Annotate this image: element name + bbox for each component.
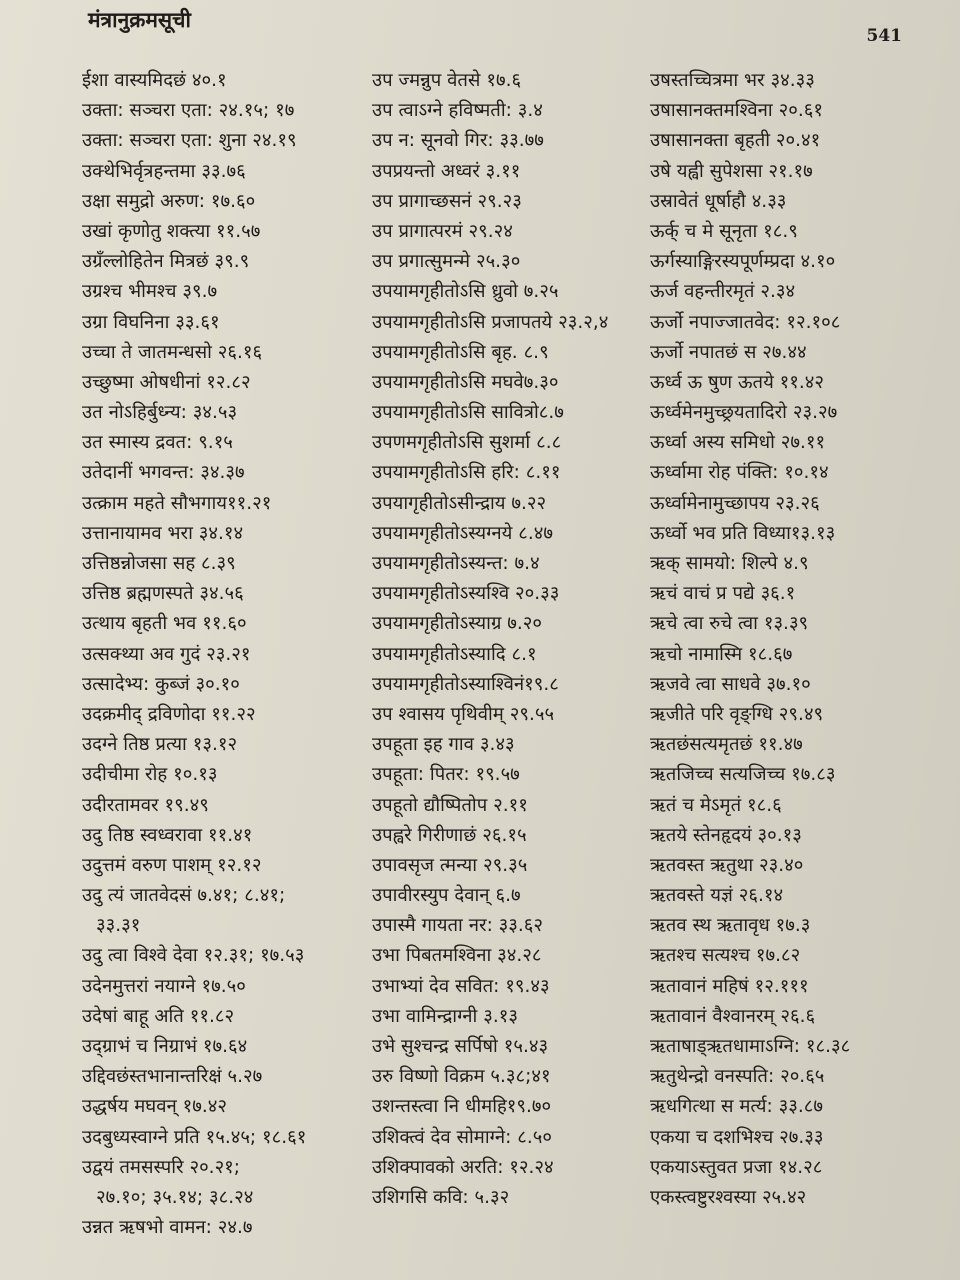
index-entry: ऊर्ध्वमेनमुच्छ्रयतादिरो २३.२७: [650, 402, 838, 424]
index-entry: ३३.३१: [96, 915, 141, 937]
index-entry: ऊर्ज वहन्तीरमृतं २.३४: [650, 281, 796, 303]
index-entry: उत्सादेभ्य: कुब्जं ३०.१०: [82, 673, 240, 695]
index-entry: ऋधगित्था स मर्त्य: ३३.८७: [650, 1096, 823, 1118]
index-entry: उपयामगृहीतोऽसि हरि: ८.११: [372, 462, 561, 484]
index-entry: उषे यह्वी सुपेशसा २१.१७: [650, 160, 813, 182]
index-entry: उदेषां बाहू अति ११.८२: [82, 1005, 235, 1027]
index-entry: उपहूता: पितर: १९.५७: [372, 764, 520, 786]
index-entry: उदु त्यं जातवेदसं ७.४१; ८.४१;: [82, 885, 286, 907]
index-entry: उत्क्राम महते सौभगाय११.२१: [82, 492, 272, 514]
index-entry: एकया च दशभिश्च २७.३३: [650, 1126, 824, 1148]
index-entry: उखां कृणोतु शक्त्या ११.५७: [82, 220, 261, 242]
index-entry: उपयामगृहीतोऽस्याग्र ७.२०: [372, 613, 543, 635]
index-entry: उशन्तस्त्वा नि धीमहि१९.७०: [372, 1096, 552, 1118]
index-entry: उप प्रगात्सुमन्मे २५.३०: [372, 251, 521, 273]
index-entry: उत्तिष्ठ ब्रह्मणस्पते ३४.५६: [82, 583, 244, 605]
index-entry: उशिक्पावको अरति: १२.२४: [372, 1156, 554, 1178]
index-entry: ऋजीते परि वृङ्ग्धि २९.४९: [650, 703, 824, 725]
index-entry: उषस्तच्चित्रमा भर ३४.३३: [650, 70, 815, 91]
index-entry: ऋतावानं वैश्वानरम् २६.६: [650, 1005, 816, 1027]
index-entry: उत्थाय बृहती भव ११.६०: [82, 613, 247, 635]
index-entry: उपणमगृहीतोऽसि सुशर्मा ८.८: [372, 432, 562, 454]
index-entry: ऋतजिच्च सत्यजिच्च १७.८३: [650, 764, 836, 786]
index-entry: ऊर्क् च मे सूनृता १८.९: [650, 220, 798, 242]
index-entry: उन्नत ऋषभो वामन: २४.७: [82, 1217, 253, 1239]
index-entry: ऊर्जो नपातछं स २७.४४: [650, 341, 807, 363]
index-entry: ऊर्ध्व ऊ षुण ऊतये ११.४२: [650, 371, 825, 393]
index-entry: उप प्रागात्परमं २९.२४: [372, 220, 513, 242]
index-entry: ऊर्जो नपाज्जातवेद: १२.१०८: [650, 311, 841, 333]
index-entry: ऋचं वाचं प्र पद्ये ३६.१: [650, 583, 796, 605]
page-number: 541: [866, 26, 902, 46]
index-entry: उच्चा ते जातमन्धसो २६.१६: [82, 341, 263, 363]
index-entry: उदु तिष्ठ स्वध्वरावा ११.४१: [82, 824, 253, 846]
index-entry: उप प्रागाच्छसनं २९.२३: [372, 190, 522, 212]
index-entry: ऋतवस्त ऋतुथा २३.४०: [650, 854, 804, 876]
index-entry: उरु विष्णो विक्रम ५.३८;४१: [372, 1066, 551, 1088]
index-entry: ऊर्ध्वामेनामुच्छापय २३.२६: [650, 492, 820, 514]
index-entry: उत्तानायामव भरा ३४.१४: [82, 522, 244, 544]
index-entry: उक्थेभिर्वृत्रहन्तमा ३३.७६: [82, 160, 246, 182]
index-entry: ऊर्ध्वा अस्य समिधो २७.११: [650, 432, 826, 454]
index-entry: ऋक् सामयो: शिल्पे ४.९: [650, 553, 809, 574]
index-entry: ईशा वास्यमिदछं ४०.१: [82, 70, 227, 91]
index-entry: उक्षा समुद्रो अरुण: १७.६०: [82, 190, 256, 212]
index-entry: उत्सक्थ्या अव गुदं २३.२१: [82, 643, 251, 665]
index-entry: ऋतये स्तेनहृदयं ३०.१३: [650, 824, 802, 846]
index-entry: उदक्रमीद् द्रविणोदा ११.२२: [82, 703, 256, 725]
index-entry: उपावसृज त्मन्या २९.३५: [372, 854, 528, 876]
index-entry: ऋतछंसत्यमृतछं ११.४७: [650, 734, 803, 756]
index-entry: उशिगसि कवि: ५.३२: [372, 1186, 510, 1208]
index-entry: ऊर्ध्वामा रोह पंक्ति: १०.१४: [650, 462, 829, 484]
index-entry: उग्रँल्लोहितेन मित्रछं ३९.९: [82, 251, 250, 273]
index-entry: उपहूता इह गाव ३.४३: [372, 734, 515, 756]
index-entry: उशिक्त्वं देव सोमाग्ने: ८.५०: [372, 1126, 552, 1148]
index-entry: उदबुध्यस्वाग्ने प्रति १५.४५; १८.६१: [82, 1126, 307, 1148]
index-entry: ऋचे त्वा रुचे त्वा १३.३९: [650, 613, 809, 635]
index-entry: एकयाऽस्तुवत प्रजा १४.२८: [650, 1156, 823, 1178]
index-entry: उप ज्मन्नुप वेतसे १७.६: [372, 70, 522, 91]
index-column-3: [650, 66, 940, 1213]
index-entry: उभा पिबतमश्विना ३४.२८: [372, 945, 542, 967]
index-entry: उप न: सूनवो गिर: ३३.७७: [372, 130, 544, 152]
index-entry: उत नोऽहिर्बुध्न्य: ३४.५३: [82, 402, 238, 424]
index-entry: उदीरतामवर १९.४९: [82, 794, 209, 816]
index-entry: ऊर्ध्वो भव प्रति विध्या१३.१३: [650, 522, 836, 544]
index-entry: उत स्मास्य द्रवत: ९.१५: [82, 432, 233, 454]
index-entry: उपयामगृहीतोऽसि प्रजापतये २३.२,४: [372, 311, 609, 333]
index-entry: उग्रा विघनिना ३३.६१: [82, 311, 220, 333]
index-entry: ऋतवस्ते यज्ञं २६.१४: [650, 885, 784, 907]
index-entry: उत्तिष्ठन्नोजसा सह ८.३९: [82, 553, 236, 574]
index-entry: उद्दिवछंस्तभानान्तरिक्षं ५.२७: [82, 1066, 263, 1088]
index-entry: उदुत्तमं वरुण पाशम् १२.१२: [82, 854, 262, 876]
index-entry: ऊर्गस्याङ्गिरस्यपूर्णम्प्रदा ४.१०: [650, 251, 836, 273]
index-entry: उप त्वाऽग्ने हविष्मती: ३.४: [372, 100, 543, 122]
index-entry: उपयागृहीतोऽसीन्द्राय ७.२२: [372, 492, 547, 514]
index-entry: उपयामगृहीतोऽसि सावित्रो८.७: [372, 402, 564, 424]
index-entry: २७.१०; ३५.१४; ३८.२४: [96, 1186, 254, 1208]
index-entry: उभा वामिन्द्राग्नी ३.१३: [372, 1005, 518, 1027]
index-entry: उद्वयं तमसस्परि २०.२१;: [82, 1156, 241, 1178]
index-entry: उपहूतो द्यौष्पितोप २.११: [372, 794, 528, 816]
index-entry: उपयामगृहीतोऽस्याश्विनं१९.८: [372, 673, 559, 695]
index-entry: उपास्मै गायता नर: ३३.६२: [372, 915, 544, 937]
index-entry: उदग्ने तिष्ठ प्रत्या १३.१२: [82, 734, 238, 756]
index-entry: उप श्वासय पृथिवीम् २९.५५: [372, 703, 555, 725]
index-entry: उपावीरस्युप देवान् ६.७: [372, 885, 521, 907]
index-entry: ऋताषाड्ऋतधामाऽग्नि: १८.३८: [650, 1036, 851, 1057]
index-entry: उषासानक्ता बृहती २०.४१: [650, 130, 821, 152]
index-entry: उपह्वरे गिरीणाछं २६.१५: [372, 824, 527, 846]
index-entry: ऋचो नामास्मि १८.६७: [650, 643, 793, 665]
index-entry: ऋतव स्थ ऋतावृध १७.३: [650, 915, 811, 937]
index-entry: उपयामगृहीतोऽसि मघवे७.३०: [372, 371, 559, 393]
running-header-title: मंत्रानुक्रमसूची: [88, 8, 191, 32]
index-entry: उपयामगृहीतोऽस्यन्त: ७.४: [372, 553, 540, 574]
index-entry: ऋतं च मेऽमृतं १८.६: [650, 794, 782, 816]
index-entry: एकस्त्वष्टुरश्वस्या २५.४२: [650, 1186, 807, 1208]
index-entry: उपयामगृहीतोऽस्यग्नये ८.४७: [372, 522, 553, 544]
index-entry: उषासानक्तमश्विना २०.६१: [650, 100, 823, 122]
index-entry: उदीचीमा रोह १०.१३: [82, 764, 218, 786]
index-entry: उग्रश्च भीमश्च ३९.७: [82, 281, 218, 303]
index-entry: ऋतावानं महिषं १२.१११: [650, 975, 809, 997]
index-entry: ऋजवे त्वा साधवे ३७.१०: [650, 673, 811, 695]
index-entry: उक्ता: सञ्चरा एता: शुना २४.१९: [82, 130, 297, 152]
index-entry: उपयामगृहीतोऽस्यादि ८.१: [372, 643, 537, 665]
index-entry: उपप्रयन्तो अध्वरं ३.११: [372, 160, 521, 182]
index-column-1: [82, 66, 372, 1243]
index-entry: उद्ग्राभं च निग्राभं १७.६४: [82, 1036, 248, 1057]
index-entry: उदेनमुत्तरां नयाग्ने १७.५०: [82, 975, 246, 997]
index-entry: उक्ता: सञ्चरा एता: २४.१५; १७: [82, 100, 295, 122]
index-entry: उतेदानीं भगवन्त: ३४.३७: [82, 462, 245, 484]
index-entry: उद्धर्षय मघवन् १७.४२: [82, 1096, 228, 1118]
index-column-2: [372, 66, 644, 1213]
index-entry: उभाभ्यां देव सवित: १९.४३: [372, 975, 550, 997]
index-entry: उस्रावेतं धूर्षाहौ ४.३३: [650, 190, 787, 212]
index-entry: उच्छुष्मा ओषधीनां १२.८२: [82, 371, 251, 393]
index-entry: उपयामगृहीतोऽसि ध्रुवो ७.२५: [372, 281, 559, 303]
index-entry: उपयामगृहीतोऽस्यश्वि २०.३३: [372, 583, 560, 605]
index-entry: उदु त्वा विश्वे देवा १२.३१; १७.५३: [82, 945, 305, 967]
index-entry: उपयामगृहीतोऽसि बृह. ८.९: [372, 341, 549, 363]
index-entry: ऋतुथेन्द्रो वनस्पति: २०.६५: [650, 1066, 825, 1088]
index-entry: ऋतश्च सत्यश्च १७.८२: [650, 945, 801, 967]
index-entry: उभे सुश्चन्द्र सर्पिषो १५.४३: [372, 1036, 549, 1057]
